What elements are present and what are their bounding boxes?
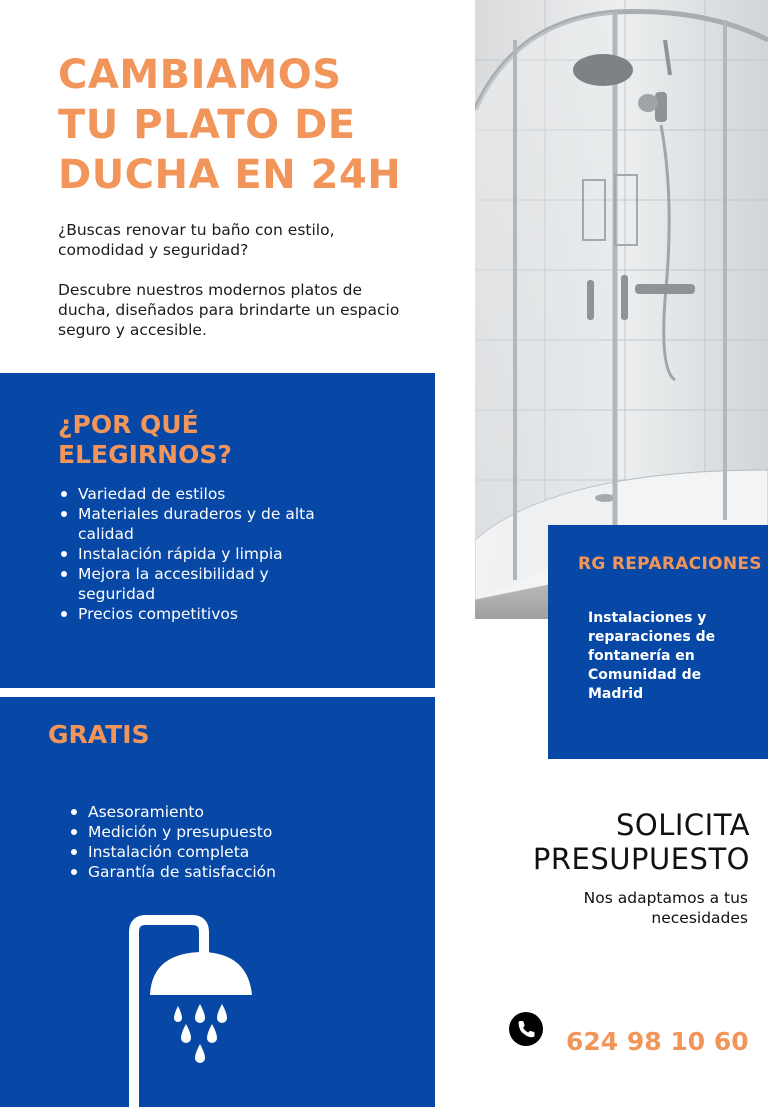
headline-line-2: TU PLATO DE [58,102,356,148]
company-name: RG REPARACIONES [578,554,762,574]
intro-paragraph-2: Descubre nuestros modernos platos de ducha, diseñados para brindarte un espacio seguro y accesible. [58,281,400,339]
list-item: Precios competitivos [58,604,318,624]
gratis-title: GRATIS [48,720,150,749]
why-title-line-1: ¿POR QUÉ [58,410,199,439]
list-item: Mejora la accesibilidad y seguridad [58,564,318,604]
why-title [58,410,358,470]
gratis-list [68,802,368,882]
headline-line-1: CAMBIAMOS [58,52,342,98]
cta-heading [490,808,750,876]
list-item: Garantía de satisfacción [68,862,368,882]
cta-line-2: PRESUPUESTO [532,842,750,876]
list-item: Instalación completa [68,842,368,862]
list-item: Instalación rápida y limpia [58,544,318,564]
why-list [58,484,318,624]
phone-number[interactable]: 624 98 10 60 [566,1027,749,1056]
headline [58,50,438,200]
list-item: Medición y presupuesto [68,822,368,842]
list-item: Asesoramiento [68,802,368,822]
intro-text [58,220,418,360]
list-item: Variedad de estilos [58,484,318,504]
list-item: Materiales duraderos y de alta calidad [58,504,318,544]
shower-icon [120,912,260,1107]
why-title-line-2: ELEGIRNOS? [58,440,232,469]
phone-icon[interactable] [509,1012,543,1046]
cta-subtitle: Nos adaptamos a tus necesidades [583,889,748,927]
intro-paragraph-1: ¿Buscas renovar tu baño con estilo, comodidad y seguridad? [58,221,335,259]
company-description: Instalaciones y reparaciones de fontanería en Comunidad de Madrid [588,610,716,702]
headline-line-3: DUCHA EN 24H [58,152,402,198]
cta-line-1: SOLICITA [615,808,750,842]
